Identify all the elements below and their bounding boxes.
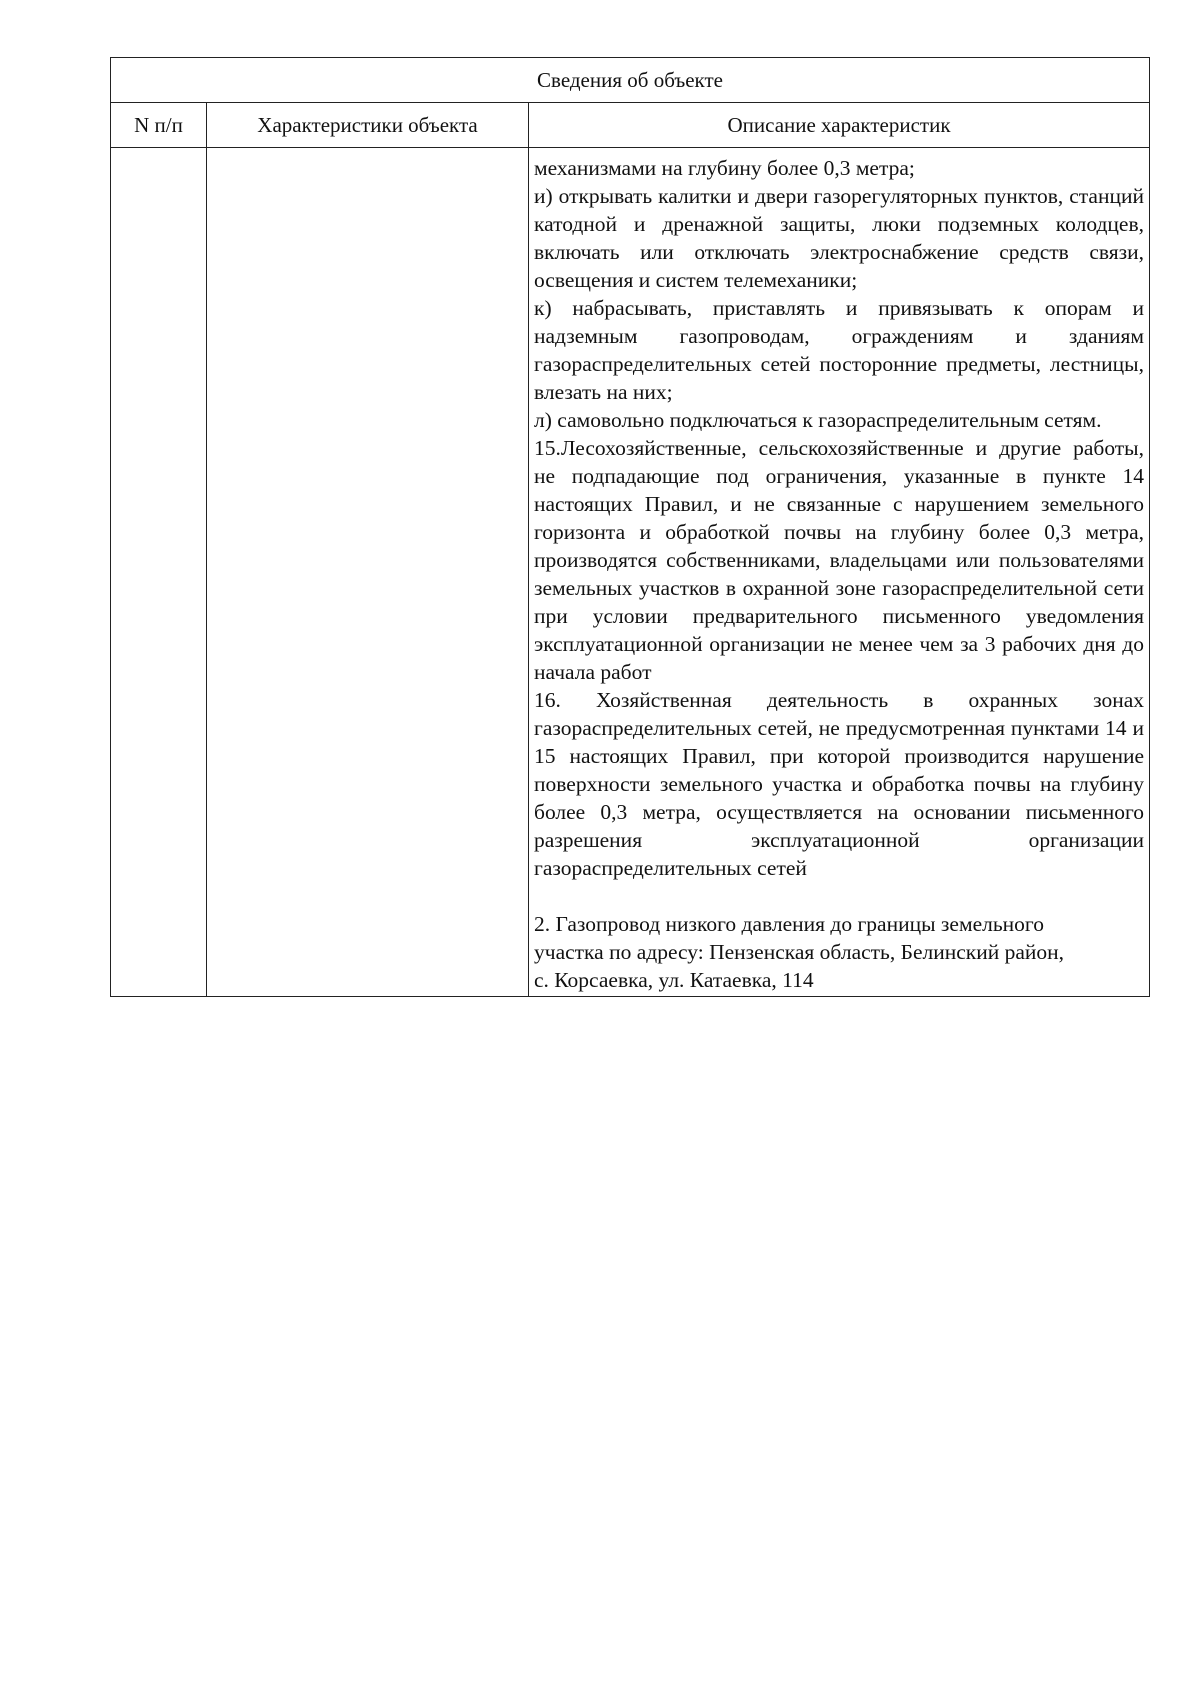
description-paragraph: л) самовольно подключаться к газораспределительным сетям. <box>534 408 1102 432</box>
description-paragraph: 15.Лесохозяйственные, сельскохозяйственные и другие работы, не подпадающие под ограничения, указанные в пункте 14 настоящих Правил, и не связанные с нарушением земельного горизонта и обработкой почвы на глубину более 0,3 метра, производятся собственниками, владельцами или пользователями земельных участков в охранной зоне газораспределительной сети при условии предварительного письменного уведомления эксплуатационной организации не менее чем за 3 рабочих дня до начала работ <box>534 436 1144 684</box>
table-title: Сведения об объекте <box>111 58 1150 103</box>
object-line: 2. Газопровод низкого давления до границы земельного <box>534 912 1044 936</box>
row-description-cell <box>529 148 1150 997</box>
table-title-row <box>111 58 1150 103</box>
table-header-row <box>111 103 1150 148</box>
row-characteristics-cell <box>207 148 529 997</box>
object-line: с. Корсаевка, ул. Катаевка, 114 <box>534 968 814 992</box>
header-number: N п/п <box>111 103 207 148</box>
description-paragraph: 16. Хозяйственная деятельность в охранных зонах газораспределительных сетей, не предусмотренная пунктами 14 и 15 настоящих Правил, при которой производится нарушение поверхности земельного участка и обработка почвы на глубину более 0,3 метра, осуществляется на основании письменного разрешения эксплуатационной организации газораспределительных сетей <box>534 688 1144 880</box>
row-number-cell <box>111 148 207 997</box>
description-paragraph: к) набрасывать, приставлять и привязывать к опорам и надземным газопроводам, ограждениям и зданиям газораспределительных сетей посторонние предметы, лестницы, влезать на них; <box>534 296 1144 404</box>
object-line: участка по адресу: Пензенская область, Белинский район, <box>534 940 1065 964</box>
description-paragraph: механизмами на глубину более 0,3 метра; <box>534 156 915 180</box>
header-characteristics: Характеристики объекта <box>207 103 529 148</box>
paragraph-spacer <box>534 882 1144 910</box>
description-paragraph: и) открывать калитки и двери газорегуляторных пунктов, станций катодной и дренажной защиты, люки подземных колодцев, включать или отключать электроснабжение средств связи, освещения и систем телемеханики; <box>534 184 1144 292</box>
header-description: Описание характеристик <box>529 103 1150 148</box>
object-info-table <box>110 57 1150 997</box>
table-row <box>111 148 1150 997</box>
